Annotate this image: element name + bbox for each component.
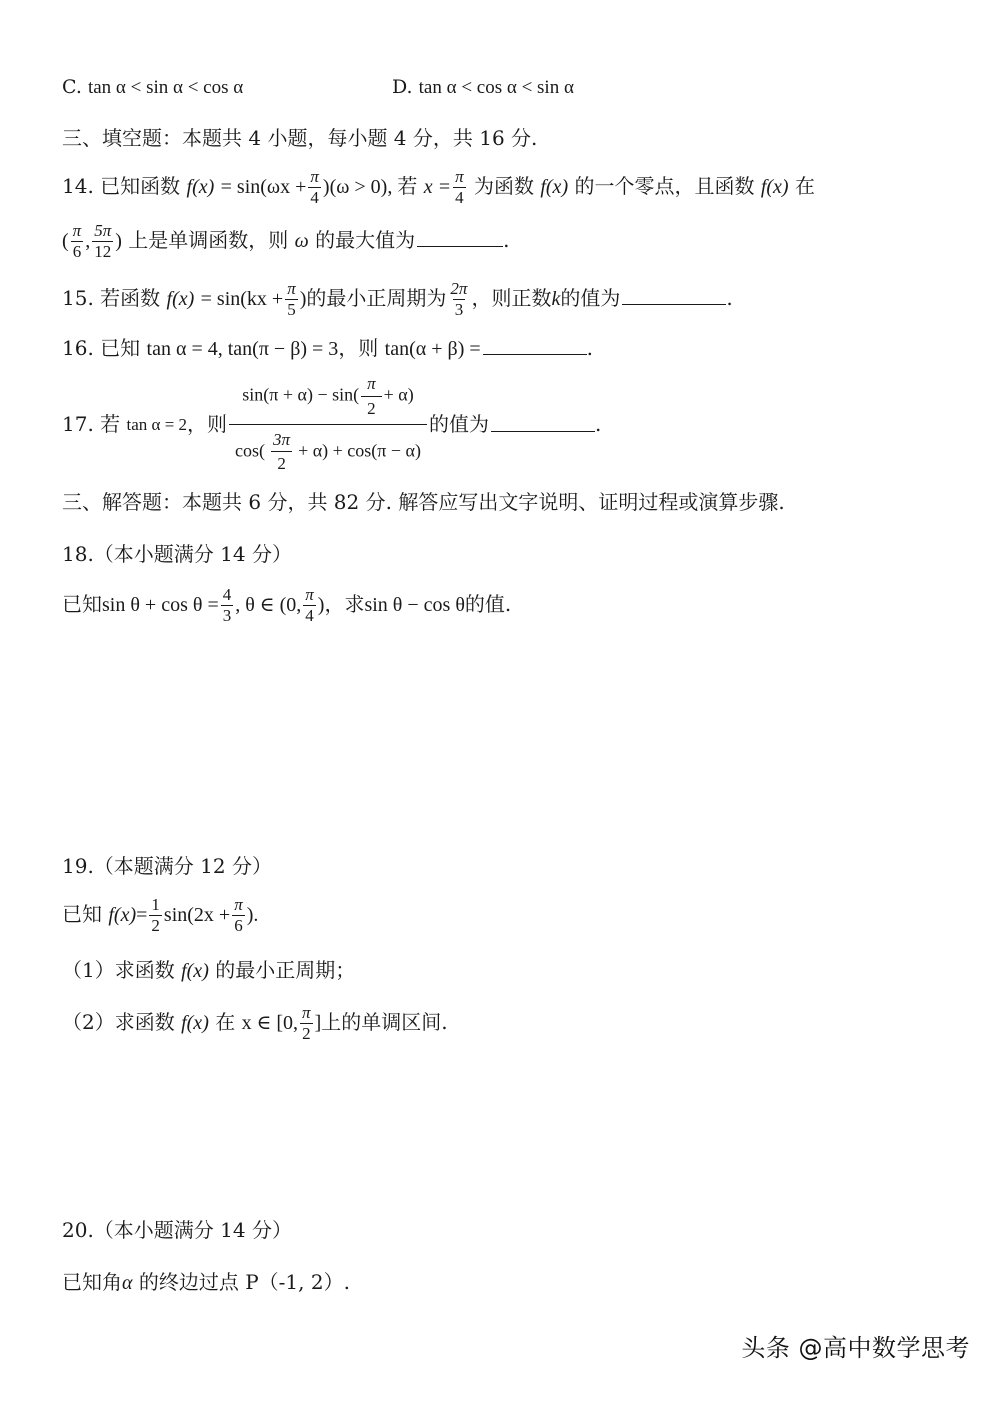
q14-text-f: 的最大值为 xyxy=(315,227,416,252)
question-14-line-1 xyxy=(62,168,815,207)
question-14-line-2: ( $\frac{\pi}{6}$ , $\frac{5\pi}{12}$ ) 上是单调函数，则 ω 的最大值为 . xyxy=(62,221,510,261)
question-20-header: 20.（本小题满分 14 分） xyxy=(62,1218,292,1242)
q16-expr: tan α = 4, tan(π − β) = 3 xyxy=(146,338,339,360)
question-18-header: 18.（本小题满分 14 分） xyxy=(62,542,292,566)
q14-text-d: 在 xyxy=(794,173,815,198)
q17-text-b: ，则 xyxy=(187,412,228,436)
q20-alpha: α xyxy=(122,1272,133,1294)
q15-text: 若函数 xyxy=(100,285,161,310)
q18-frac-pi-4: $\frac{\pi}{4}$ xyxy=(305,585,314,625)
q14-omega: ω xyxy=(294,229,309,252)
q19-frac-1-2: $\frac{1}{2}$ xyxy=(151,895,160,935)
q15-text-d: 的值为 xyxy=(560,285,621,310)
q18-target-expr: sin θ − cos θ xyxy=(364,593,465,616)
q14-frac-zero: $\frac{\pi}{4}$ xyxy=(455,167,464,207)
question-15: 15. 若函数 f(x) = sin(kx + $\frac{\pi}{5}$ )的最小正周期为 $\frac{2\pi}{3}$ ，则正数k的值为 . xyxy=(62,279,733,319)
q14-fx3: f(x) xyxy=(760,175,789,198)
question-16: 16. 已知 tan α = 4, tan(π − β) = 3，则 tan(α + β) = . xyxy=(62,336,593,360)
q17-cond: tan α = 2 xyxy=(126,414,188,434)
q14-x-eq: x = xyxy=(423,175,452,198)
q19-frac-pi-6: $\frac{\pi}{6}$ xyxy=(234,895,243,935)
watermark: 头条 @高中数学思考 xyxy=(741,1334,970,1362)
question-16-number: 16. xyxy=(62,336,94,360)
question-15-number: 15. xyxy=(62,285,94,310)
q18-expr: sin θ + cos θ = xyxy=(102,593,219,616)
question-19-header: 19.（本题满分 12 分） xyxy=(62,854,272,878)
q14-text-e: 上是单调函数，则 xyxy=(128,227,289,252)
choice-d xyxy=(392,78,574,97)
choice-d-label: D. xyxy=(392,76,413,98)
q17-answer-blank[interactable] xyxy=(491,430,595,432)
q14-fx: f(x) xyxy=(186,175,215,198)
q15-k: k xyxy=(551,287,561,310)
q14-answer-blank[interactable] xyxy=(417,245,503,247)
q14-frac-pi-4: $\frac{\pi}{4}$ xyxy=(310,167,319,207)
question-19-part-1: （1）求函数 f(x) 的最小正周期； xyxy=(62,958,356,982)
q16-expr2: tan(α + β) = xyxy=(384,338,481,360)
section-answer-heading: 三、解答题：本题共 6 分，共 82 分. 解答应写出文字说明、证明过程或演算步骤. xyxy=(62,490,785,514)
q18-frac-4-3: $\frac{4}{3}$ xyxy=(222,585,232,625)
q19-fx: f(x) xyxy=(108,903,137,926)
question-18-body: 已知sin θ + cos θ = $\frac{4}{3}$ , θ ∈ (0, $\frac{\pi}{4}$ )，求sin θ − cos θ的值. xyxy=(62,585,512,625)
q14-text: 已知函数 xyxy=(100,173,181,198)
q19-part1-label: （1） xyxy=(62,958,115,982)
q14-text-c: 的一个零点，且函数 xyxy=(574,173,755,198)
choice-c-label: C. xyxy=(62,76,82,98)
q14-frac-lower: $\frac{\pi}{6}$ xyxy=(72,221,82,261)
q15-eq: = sin(kx + xyxy=(200,287,284,310)
q17-denominator: cos( $\frac{3\pi}{2}$ + α) + cos(π − α) xyxy=(229,424,427,480)
question-19-body: 已知 f(x)= $\frac{1}{2}$ sin(2x + $\frac{\pi}{6}$ ). xyxy=(62,895,259,935)
question-17: 17. 若 tan α = 2 ，则 sin(π + α) − sin( $\frac{\pi}{2}$ + α) cos( $\frac{3\pi}{2}$ + α) + cos(π − α) 的值为 . xyxy=(62,388,601,460)
question-19-part-2: （2）求函数 f(x) 在 x ∈ [0, $\frac{\pi}{2}$ ]上的单调区间. xyxy=(62,1003,448,1043)
choice-d-expr: tan α < cos α < sin α xyxy=(418,77,574,98)
q15-text-b: 的最小正周期为 xyxy=(306,285,447,310)
q16-text-b: ，则 xyxy=(338,336,379,360)
q15-frac-period: $\frac{2\pi}{3}$ xyxy=(450,279,468,319)
q16-text: 已知 xyxy=(100,336,141,360)
q14-frac-upper: $\frac{5\pi}{12}$ xyxy=(94,221,112,261)
choice-c xyxy=(62,78,243,97)
section-fill-heading: 三、填空题：本题共 4 小题，每小题 4 分，共 16 分. xyxy=(62,126,538,150)
q14-fx2: f(x) xyxy=(540,175,569,198)
q15-text-c: ，则正数 xyxy=(471,285,552,310)
q16-answer-blank[interactable] xyxy=(483,353,587,355)
q19-frac-pi-2: $\frac{\pi}{2}$ xyxy=(302,1003,311,1043)
q17-text: 若 xyxy=(100,412,121,436)
q15-answer-blank[interactable] xyxy=(622,303,726,305)
q14-eq: = sin(ωx + xyxy=(220,175,307,198)
q15-frac-pi-5: $\frac{\pi}{5}$ xyxy=(287,279,296,319)
q17-numerator: sin(π + α) − sin( $\frac{\pi}{2}$ + α) xyxy=(236,369,419,424)
choice-c-expr: tan α < sin α < cos α xyxy=(87,77,244,98)
question-17-number: 17. xyxy=(62,412,94,436)
question-14-number: 14. xyxy=(62,173,94,198)
q17-big-fraction xyxy=(229,369,427,479)
q19-part2-label: （2） xyxy=(62,1009,115,1034)
question-20-body: 已知角α 的终边过点 P（-1, 2）. xyxy=(62,1270,350,1294)
q15-fx: f(x) xyxy=(166,287,195,310)
q17-text-c: 的值为 xyxy=(428,412,489,436)
q14-text-b: 为函数 xyxy=(473,173,534,198)
q14-eq-b: )(ω > 0), 若 xyxy=(322,175,418,198)
